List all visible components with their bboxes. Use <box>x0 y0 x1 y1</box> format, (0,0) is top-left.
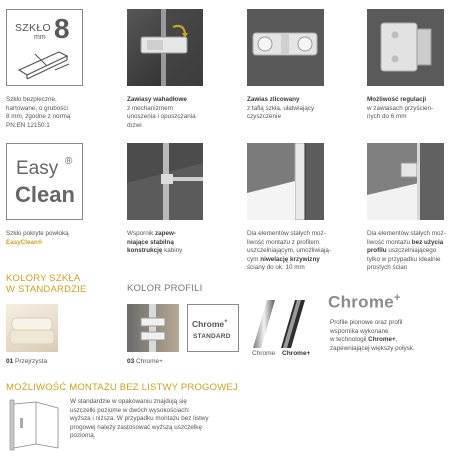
glass-colors-title: KOLORY SZKŁA W STANDARDZIE <box>6 273 87 295</box>
no-profile-photo <box>367 143 444 220</box>
seal-caption: Dla elementów stałych moż- liwość montażu bez użycia profilu uszczelniającego tylko w przypadku idealnie prostych ścian <box>367 230 446 272</box>
easyclean-badge <box>6 143 83 220</box>
wall-profile-icon <box>247 143 324 220</box>
profile-colors-title: KOLOR PROFILI <box>127 283 203 294</box>
glass-clamp-icon <box>367 143 444 220</box>
flush-caption: Zawias zlicowany z taflą szkła, ułatwiający czyszczenie <box>247 96 315 121</box>
glass-number: 8 <box>54 13 70 44</box>
support-bar-photo <box>127 143 203 220</box>
swing-hinge-icon <box>127 9 203 86</box>
glass-word: SZKŁO <box>15 22 51 34</box>
glass-swatch-label: 01 Przejrzysta <box>6 358 48 365</box>
hinge-photo <box>127 9 203 86</box>
glass-unit: mm <box>34 34 46 41</box>
chrome-stripes-icon <box>253 300 317 348</box>
shower-mount-diagram-icon <box>6 398 64 454</box>
wall-hinge-icon <box>367 9 444 86</box>
wall-profile-photo <box>247 143 324 220</box>
profile-hinge-icon <box>127 304 179 352</box>
hinges-caption: Zawiasy wahadłowe z mechanizmem unoszenia i opuszczania drzwi <box>127 96 196 129</box>
chrome-label: Chrome <box>252 350 276 357</box>
flush-hinge-photo <box>247 9 324 86</box>
chrome-profile-swatch <box>127 304 179 352</box>
registered-mark: ® <box>65 156 73 167</box>
adjustment-photo <box>367 9 444 86</box>
chrome-badge-main: Chrome+ <box>192 319 228 329</box>
towel-icon <box>6 304 58 352</box>
easy-word: Easy <box>16 158 59 179</box>
glass-thickness-badge <box>6 9 83 86</box>
flush-hinge-icon <box>247 9 324 86</box>
profile-swatch-label: 03 Chrome+ <box>127 358 163 365</box>
clean-word: Clean <box>15 182 75 207</box>
adjust-caption: Możliwość regulacji w zawiasach przyścien- nych do 6 mm <box>367 96 434 121</box>
chrome-description: Profile pionowe oraz profil wspornika wykonane w technologii Chrome+, zapewniającej większy połysk. <box>330 319 415 352</box>
glass-caption: Szkło bezpieczne, hartowane, o grubości 8 mm, zgodne z normą PN:EN 12150:1 <box>6 96 71 129</box>
chrome-badge-sub: STANDARD <box>193 333 231 340</box>
transparent-glass-swatch <box>6 304 58 352</box>
mount-caption: Dla elementów stałych moż- liwość montażu z profilem uszczelniającym, umożliwiają- cym niwelację krzywizny ściany do ok. 10 mm <box>247 230 331 272</box>
easyclean-caption: Szkło pokryte powłoką EasyClean® <box>6 230 69 246</box>
mounting-description: W standardzie w opakowaniu znajdują się uszczelki poziome w dwóch wysokościach: wyższa i niższa. W przypadku montażu bez listwy progowej należy zastosować wyższą uszczelkę poziomą. <box>70 398 209 440</box>
chrome-standard-badge <box>187 304 239 352</box>
support-bar-icon <box>127 143 203 220</box>
chrome-plus-label: Chrome+ <box>282 350 311 357</box>
mounting-title: MOŻLIWOŚĆ MONTAŻU BEZ LISTWY PROGOWEJ <box>6 382 238 393</box>
chrome-plus-logo: Chrome+ <box>328 292 401 312</box>
glass-thickness-icon <box>17 48 73 80</box>
profile-caption: Wspornik zapew- niające stabilną konstrukcję kabiny <box>127 230 183 255</box>
